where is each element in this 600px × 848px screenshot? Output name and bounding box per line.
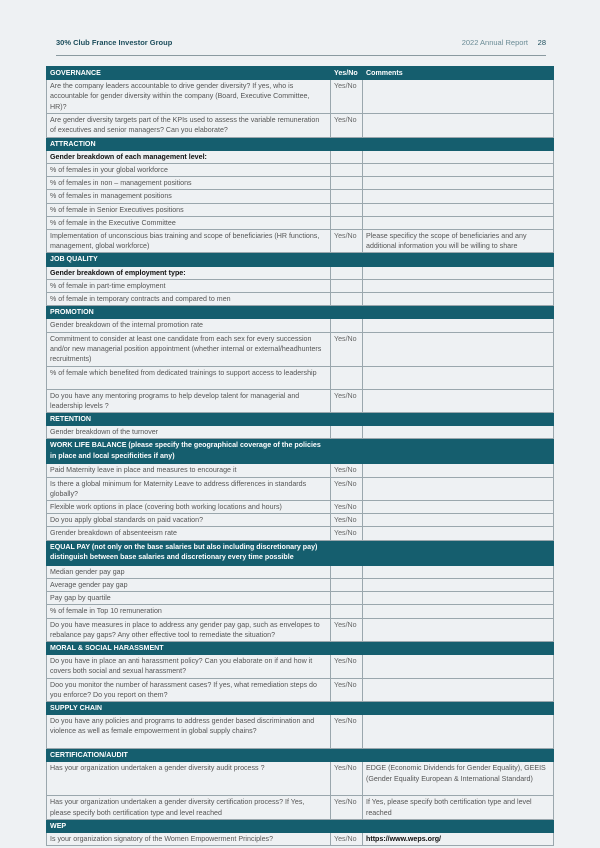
table-row: % of female in Senior Executives positions (47, 203, 554, 216)
table-row: Do you have measures in place to address any gender pay gap, such as envelopes to rebalance pay gaps? Any other effective tool to remediate the situation? Yes/No (47, 618, 554, 641)
table-row: Median gender pay gap (47, 565, 554, 578)
table-row: Doo you monitor the number of harassment cases? If yes, what remediation steps do you enforce? Do you report on them? Yes/No (47, 678, 554, 701)
table-row: Do you have any policies and programs to address gender based discrimination and violence as well as female empowerment in global supply chains? Yes/No (47, 715, 554, 749)
table-subheading: Gender breakdown of each management level: (47, 150, 554, 163)
section-harassment: MORAL & SOCIAL HARASSMENT (47, 641, 554, 654)
table-row: Pay gap by quartile (47, 592, 554, 605)
section-certification-audit: CERTIFICATION/AUDIT (47, 749, 554, 762)
organization-name: 30% Club France Investor Group (56, 38, 173, 47)
table-row: Do you have in place an anti harassment policy? Can you elaborate on if and how it covers both social and sexual harassment? Yes/No (47, 655, 554, 678)
table-row: % of female in part-time employment (47, 279, 554, 292)
table-row: Is there a global minimum for Maternity Leave to address differences in standards globally? Yes/No (47, 477, 554, 500)
table-row: Do you have any mentoring programs to help develop talent for managerial and leadership levels ? Yes/No (47, 389, 554, 412)
table-row: % of females in management positions (47, 190, 554, 203)
table-row: Paid Maternity leave in place and measures to encourage it Yes/No (47, 464, 554, 477)
section-job-quality: JOB QUALITY (47, 253, 554, 266)
table-row: % of female in Top 10 remuneration (47, 605, 554, 618)
table-row: % of females in non – management positions (47, 177, 554, 190)
table-row: % of females in your global workforce (47, 164, 554, 177)
page-number: 28 (537, 38, 546, 47)
table-row: Has your organization undertaken a gender diversity audit process ? Yes/No EDGE (Economic Dividends for Gender Equality), GEEIS (Gender Equality European & International Standard) (47, 762, 554, 796)
yesno-header: Yes/No (331, 67, 363, 80)
weps-link[interactable]: https://www.weps.org/ (363, 832, 554, 845)
section-equal-pay: EQUAL PAY (not only on the base salaries but also including discretionary pay) distinguish between base salaries and discretionary every time possible (47, 540, 554, 565)
table-row: Grender breakdown of absenteeism rate Yes/No (47, 527, 554, 540)
table-row: Gender breakdown of the turnover (47, 426, 554, 439)
table-row: % of female which benefited from dedicated trainings to support access to leadership (47, 366, 554, 389)
table-row: Is your organization signatory of the Women Empowerment Principles? Yes/No https://www.weps.org/ (47, 832, 554, 845)
table-row: Are gender diversity targets part of the KPIs used to assess the variable remuneration of executives and senior managers? Can you elaborate? Yes/No (47, 114, 554, 137)
table-row: Has your organization undertaken a gender diversity certification process? If Yes, please specify both certification type and level reached Yes/No If Yes, please specify both certification type and level reached (47, 796, 554, 819)
section-retention: RETENTION (47, 413, 554, 426)
table-subheading: Gender breakdown of employment type: (47, 266, 554, 279)
table-row: Are the company leaders accountable to drive gender diversity? If yes, who is accountable for gender diversity within the company (Board, Executive Committee, HR)? Yes/No (47, 80, 554, 114)
section-attraction: ATTRACTION (47, 137, 554, 150)
section-wep: WEP (47, 819, 554, 832)
table-row: % of female in the Executive Committee (47, 216, 554, 229)
table-row: Average gender pay gap (47, 578, 554, 591)
section-promotion: PROMOTION (47, 306, 554, 319)
table-row: % of female in temporary contracts and compared to men (47, 293, 554, 306)
table-row: Flexible work options in place (covering both working locations and hours) Yes/No (47, 501, 554, 514)
table-row: Do you apply global standards on paid vacation? Yes/No (47, 514, 554, 527)
table-row: Commitment to consider at least one candidate from each sex for every succession and/or new managerial position appointment (whether internal or external/headhunters recruitments) Yes/No (47, 332, 554, 366)
report-title: 2022 Annual Report (461, 38, 528, 47)
header-divider (56, 55, 546, 56)
section-supply-chain: SUPPLY CHAIN (47, 701, 554, 714)
questionnaire-table (46, 66, 554, 846)
section-governance: GOVERNANCE Yes/No Comments (47, 67, 554, 80)
comments-header: Comments (363, 67, 554, 80)
page-header (56, 38, 546, 54)
table-row: Implementation of unconscious bias training and scope of beneficiaries (HR functions, management, global workforce) Yes/No Please specificy the scope of beneficiaries and any additional information you will be willing to share (47, 230, 554, 253)
section-work-life-balance: WORK LIFE BALANCE (please specify the geographical coverage of the policies in place and local specificities if any) (47, 439, 554, 464)
table-row: Gender breakdown of the internal promotion rate (47, 319, 554, 332)
